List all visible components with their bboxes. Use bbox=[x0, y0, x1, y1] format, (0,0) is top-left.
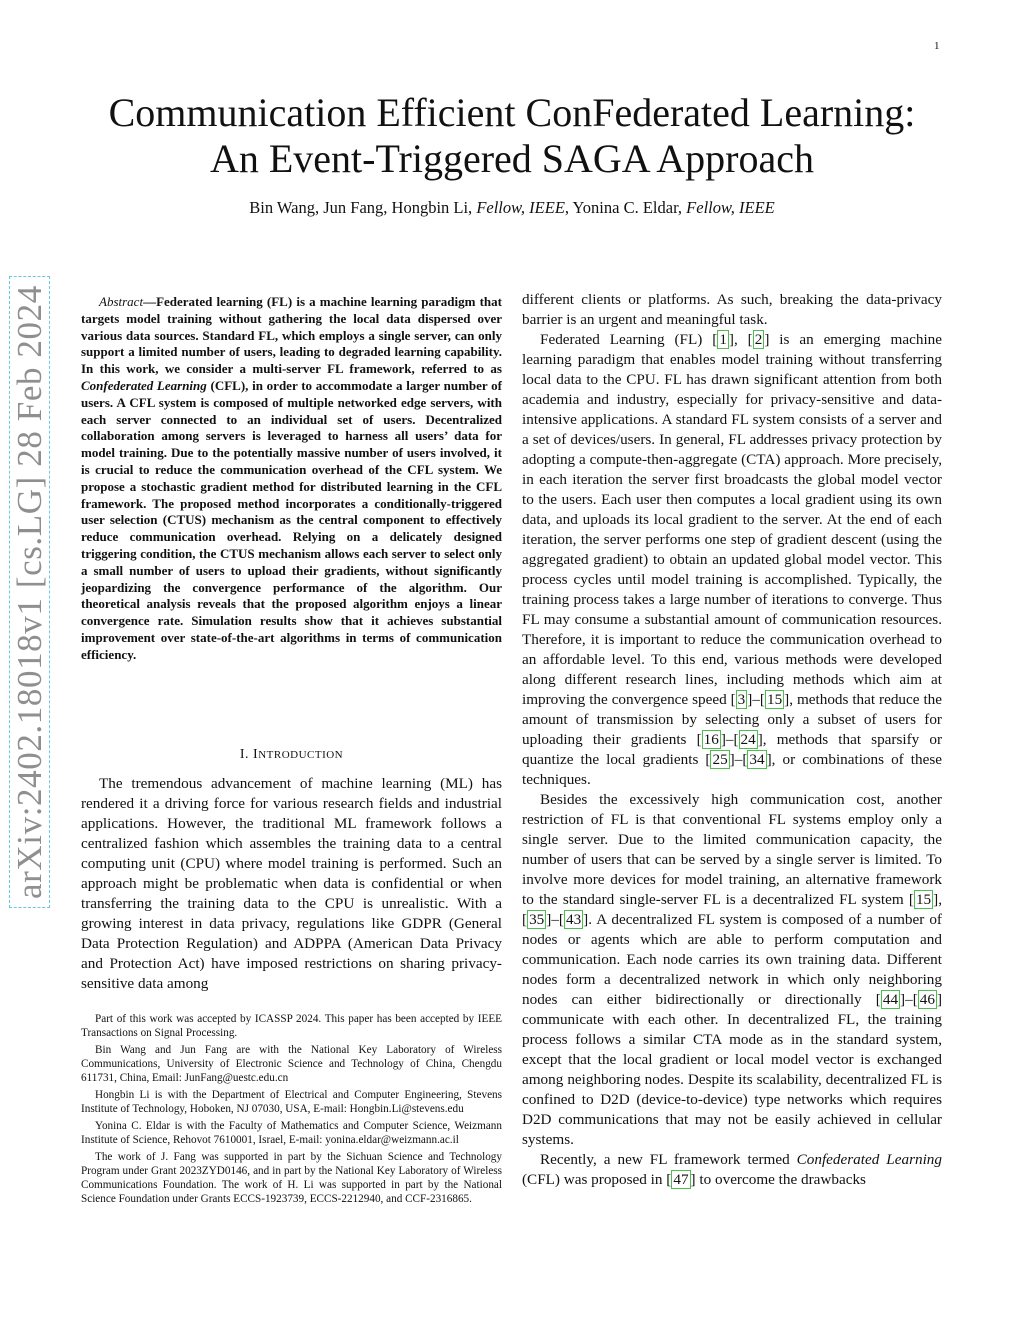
right-column-body bbox=[522, 290, 942, 1190]
text-run: (CFL) was proposed in bbox=[522, 1171, 667, 1188]
paper-title bbox=[60, 90, 964, 182]
text-run: to overcome the drawbacks bbox=[695, 1171, 866, 1188]
section-title-rest: NTRODUCTION bbox=[258, 749, 344, 761]
text-run: – bbox=[734, 751, 743, 768]
section-heading-introduction bbox=[81, 747, 502, 763]
footnote: Yonina C. Eldar is with the Faculty of Mathematics and Computer Science, Weizmann Institute of Science, Rehovot 7610001, Israel, E-mail: yonina.eldar@weizmann.ac.il bbox=[81, 1120, 502, 1146]
intro-paragraph: The tremendous advancement of machine learning (ML) has rendered it a driving force for various research fields and industrial applications. However, the traditional ML framework follows a centralized fashion which assembles the training data to a central computing unit (CPU) where model training is performed. Such an approach might be problematic when data is confidential or when transferring the training data to the CPU is unrealistic. With a growing interest in data privacy, regulations like GDPR (General Data Protection Regulation) and ADPPA (American Data Privacy and Protection Act) have imposed restrictions on sharing privacy-sensitive data among bbox=[81, 775, 502, 992]
citation-link[interactable]: 34 bbox=[749, 751, 765, 768]
abstract-text-1: —Federated learning (FL) is a machine learning paradigm that targets model training without gathering the local data dispersed over various data sources. Standard FL, which employs a single server, can only support a limited number of users, leading to degraded learning capability. In this work, we consider a multi-server FL framework, referred to as bbox=[81, 294, 502, 377]
author-list bbox=[60, 198, 964, 218]
citation-link[interactable]: 25 bbox=[712, 751, 728, 768]
text-run: Federated Learning (FL) bbox=[540, 331, 713, 348]
author-fellow-2: Fellow, IEEE bbox=[686, 198, 775, 217]
emphasis-text: Confederated Learning bbox=[796, 1151, 942, 1168]
citation-link[interactable]: 2 bbox=[754, 331, 763, 348]
section-first-letter: I bbox=[253, 747, 259, 762]
body-paragraph: Federated Learning (FL) [ 1 ], [ 2 ] is an emerging machine learning paradigm that enables model training without transferring local data to the CPU. FL has drawn significant attention from both academia and industry, especially for privacy-sensitive and data-intensive applications. A standard FL system consists of a server and a set of devices/users. In general, FL addresses privacy protection by adopting a compute-then-aggregate (CTA) approach. More precisely, in each iteration the server first broadcasts the global model vector to the users. Each user then computes a local gradient using its own data, and uploads its local gradient to the server. At the end of each iteration, the server performs one step of gradient descent (using the aggregated gradient) to obtain an updated global model vector. This process cycles until model training is accomplished. Typically, the training process takes a large number of iterations to converge. Thus FL may consume a substantial amount of communication resources. Therefore, it is important to reduce the communication overhead to an affordable level. To this end, various methods were developed along different research lines, including methods which aim at improving the convergence speed [ 3 ]–[ 15 ], methods that reduce the amount of transmission by selecting only a subset of users for uploading their gradients [ 16 ]–[ 24 ], methods that sparsify or quantize the local gradients [ 25 ]–[ 34 ], or combinations of these techniques. bbox=[522, 331, 943, 788]
text-run: – bbox=[752, 691, 760, 708]
introduction-body bbox=[81, 774, 502, 994]
text-run: – bbox=[905, 991, 913, 1008]
abstract-emphasis: Confederated Learning bbox=[81, 377, 207, 393]
text-run: – bbox=[551, 911, 559, 928]
title-line-1: Communication Efficient ConFederated Learning: bbox=[108, 90, 916, 135]
citation-link[interactable]: 46 bbox=[919, 991, 935, 1008]
text-run: – bbox=[725, 731, 734, 748]
citation-link[interactable]: 16 bbox=[703, 731, 719, 748]
text-run: , methods that reduce the amount of transmission by selecting only a subset of users for uploading their gradients bbox=[522, 691, 942, 748]
arxiv-stamp bbox=[2, 285, 58, 908]
text-run: communicate with each other. In decentralized FL, the training process follows a similar CTA mode as in the standard system, except that the local gradient or local model vector is exchanged among neighboring nodes. Despite its scalability, decentralized FL is confined to D2D (device-to-device) type networks which requires D2D communications that may not be easily achieved in cellular systems. bbox=[522, 1011, 942, 1148]
body-paragraph: Recently, a new FL framework termed Confederated Learning (CFL) was proposed in [ 47 ] to overcome the drawbacks bbox=[522, 1151, 942, 1188]
arxiv-stamp-text[interactable]: arXiv:2402.18018v1 [cs.LG] 28 Feb 2024 bbox=[9, 276, 50, 908]
footnote: Part of this work was accepted by ICASSP 2024. This paper has been accepted by IEEE Transactions on Signal Processing. bbox=[81, 1013, 502, 1039]
author-names-2: , Yonina C. Eldar, bbox=[564, 198, 683, 217]
citation-link[interactable]: 15 bbox=[766, 691, 783, 708]
section-numeral: I. bbox=[239, 747, 254, 762]
text-run: , or combinations of these techniques. bbox=[522, 751, 943, 788]
text-run: Recently, a new FL framework termed bbox=[540, 1151, 797, 1168]
text-run: Besides the excessively high communication cost, another restriction of FL is that conventional FL systems employ only a single server. Due to the limited communication capacity, the number of users that can be served by a single server is limited. To involve more devices for model training, an alternative framework to the standard single-server FL is a decentralized FL system bbox=[522, 791, 942, 908]
citation-link[interactable]: 44 bbox=[882, 991, 899, 1008]
footnote: The work of J. Fang was supported in part by the Sichuan Science and Technology Program under Grant 2023ZYD0146, and in part by the National Key Laboratory of Wireless Communications Foundation. The work of H. Li was supported in part by the National Science Foundation under Grants ECCS-1923739, ECCS-2212940, and CCF-2316865. bbox=[81, 1151, 502, 1205]
citation-link[interactable]: 1 bbox=[719, 331, 727, 348]
citation-link[interactable]: 35 bbox=[529, 911, 545, 928]
author-fellow-1: Fellow, IEEE bbox=[476, 198, 565, 217]
citation-link[interactable]: 24 bbox=[740, 731, 756, 748]
text-run: . A decentralized FL system is composed of a number of nodes or agents which are able to perform computation and communication. Each node carries its own training data. Different nodes form a decentralized network in which only neighboring nodes can either bidirectionally or directionally bbox=[522, 911, 942, 1008]
citation-link[interactable]: 43 bbox=[565, 911, 582, 928]
citation-link[interactable]: 3 bbox=[737, 691, 746, 708]
author-names-1: Bin Wang, Jun Fang, Hongbin Li, bbox=[249, 198, 473, 217]
text-run: , methods that sparsify or quantize the local gradients bbox=[522, 731, 942, 768]
footnote: Hongbin Li is with the Department of Electrical and Computer Engineering, Stevens Institute of Technology, Hoboken, NJ 07030, USA, E-mail: Hongbin.Li@stevens.edu bbox=[81, 1089, 502, 1115]
body-paragraph: different clients or platforms. As such, breaking the data-privacy barrier is an urgent and meaningful task. bbox=[522, 291, 942, 328]
abstract-lead: Abstract bbox=[99, 294, 144, 309]
body-paragraph: Besides the excessively high communication cost, another restriction of FL is that conventional FL systems employ only a single server. Due to the limited communication capacity, the number of users that can be served by a single server is limited. To involve more devices for model training, an alternative framework to the standard single-server FL is a decentralized FL system [ 15 ], [ 35 ]–[ 43 ]. A decentralized FL system is composed of a number of nodes or agents which are able to perform computation and communication. Each node carries its own training data. Different nodes form a decentralized network in which only neighboring nodes can either bidirectionally or directionally [ 44 ]–[ 46 ] communicate with each other. In decentralized FL, the training process follows a similar CTA mode as in the standard system, except that the local gradient or local model vector is exchanged among neighboring nodes. Despite its scalability, decentralized FL is confined to D2D (device-to-device) type networks which requires D2D communications that may not be easily achieved in cellular systems. bbox=[522, 791, 942, 1148]
footnotes bbox=[81, 1012, 502, 1209]
footnote: Bin Wang and Jun Fang are with the National Key Laboratory of Wireless Communications, University of Electronic Science and Technology of China, Chengdu 611731, China, Email: JunFang@uestc.edu.cn bbox=[81, 1044, 502, 1084]
citation-link[interactable]: 47 bbox=[673, 1171, 689, 1188]
text-run: is an emerging machine learning paradigm that enables model training without transferring local data to the CPU. FL has drawn significant attention from both academia and industry, especially for privacy-sensitive and data-intensive applications. A standard FL system consists of a server and a set of devices/users. In general, FL addresses privacy protection by adopting a compute-then-aggregate (CTA) approach. More precisely, in each iteration the server first broadcasts the global model vector to the users. Each user then computes a local gradient using its own data, and uploads its local gradient to the server. At the end of each iteration, the server performs one step of gradient descent (using the aggregated gradient) to obtain an updated global model vector. This process cycles until model training is accomplished. Typically, the training process takes a large number of iterations to converge. Thus FL may consume a substantial amount of communication resources. Therefore, it is important to reduce the communication overhead to an affordable level. To this end, various methods were developed along different research lines, including methods which aim at improving the convergence speed bbox=[522, 331, 942, 708]
abstract-text-2: (CFL), in order to accommodate a larger number of users. A CFL system is composed of multiple networked edge servers, with each server connected to an individual set of users. Decentralized collaboration among servers is leveraged to harness all users’ data for model training. Due to the potentially massive number of users involved, it is crucial to reduce the communication overhead of the CFL system. We propose a stochastic gradient method for distributed learning in the CFL framework. The proposed method incorporates a conditionally-triggered user selection (CTUS) mechanism as the central component to effectively reduce communication overhead. Relying on a delicately designed triggering condition, the CTUS mechanism allows each server to select only a small number of users to upload their gradients, without significantly jeopardizing the convergence performance of the algorithm. Our theoretical analysis reveals that the proposed algorithm enjoys a linear convergence rate. Simulation results show that it achieves substantial improvement over state-of-the-art algorithms in terms of communication efficiency. bbox=[81, 377, 502, 662]
abstract bbox=[81, 294, 502, 664]
page-number: 1 bbox=[934, 40, 940, 52]
title-line-2: An Event-Triggered SAGA Approach bbox=[209, 136, 814, 181]
citation-link[interactable]: 15 bbox=[915, 891, 932, 908]
